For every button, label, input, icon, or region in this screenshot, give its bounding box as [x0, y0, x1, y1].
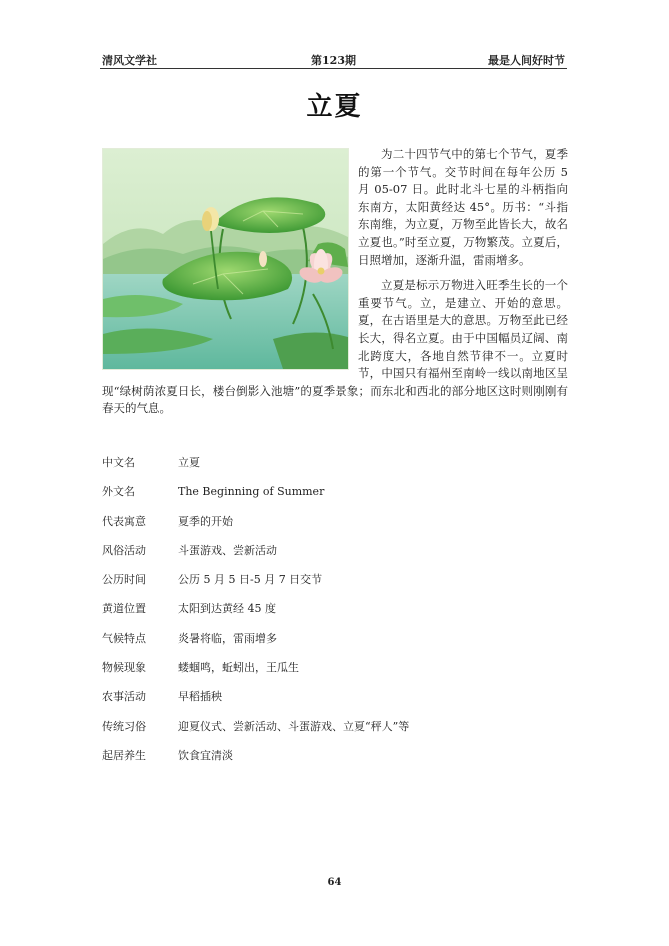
fact-table: [102, 452, 568, 774]
article-title: 立夏: [306, 92, 363, 122]
fact-row: [102, 511, 568, 540]
fact-value: 夏季的开始: [178, 514, 233, 528]
fact-label: 起居养生: [102, 748, 146, 762]
fact-label: 代表寓意: [102, 514, 146, 528]
fact-label: 物候现象: [102, 661, 146, 675]
fact-row: [102, 452, 568, 481]
article-paragraph-1: [102, 146, 568, 269]
fact-label: 公历时间: [102, 573, 146, 587]
fact-label: 传统习俗: [102, 719, 146, 733]
fact-label: 外文名: [102, 485, 135, 499]
fact-value: 炎暑将临，雷雨增多: [178, 631, 277, 645]
fact-value: 太阳到达黄经 45 度: [178, 602, 276, 616]
page-header: [100, 48, 567, 69]
fact-row: [102, 481, 568, 510]
fact-label: 中文名: [102, 456, 135, 469]
article-paragraph-2: 立夏是标示万物进入旺季生长的一个重要节气。立，是建立、开始的意思。夏，在古语里是大的意思。万物至此已经长大，得名立夏。由于中国幅员辽阔、南北跨度大，各地自然节律不一。立夏时节，中国只有福州至南岭一线以南地区呈现“绿树荫浓夏日长，楼台倒影入池塘”的夏季景象；而东北和西北的部分地区这时则刚刚有春天的气息。: [102, 278, 568, 416]
fact-label: 风俗活动: [102, 543, 146, 557]
fact-label: 农事活动: [102, 690, 146, 704]
fact-value: 迎夏仪式、尝新活动、斗蛋游戏、立夏“秤人”等: [178, 719, 410, 733]
fact-value: 斗蛋游戏、尝新活动: [178, 543, 277, 557]
lotus-pond-illustration: [102, 148, 349, 370]
fact-value: 立夏: [178, 456, 200, 469]
fact-label: 气候特点: [102, 631, 146, 645]
fact-row: [102, 657, 568, 686]
fact-row: [102, 598, 568, 627]
fact-label: 黄道位置: [102, 602, 146, 616]
magazine-name: 清风文学社: [102, 54, 157, 67]
column-name: 最是人间好时节: [488, 54, 565, 67]
article-paragraph-1-text: 为二十四节气中的第七个节气，夏季的第一个节气。交节时间在每年公历 5 月 05-07 日。此时北斗七星的斗柄指向东南方，太阳黄经达 45°。历书：“斗指东南维，为立夏，万物至此皆长大，故名立夏也。”时至立夏，万物繁茂。立夏后，日照增加，逐渐升温，雷雨增多。: [358, 147, 568, 267]
fact-row: [102, 540, 568, 569]
fact-value: 早稻插秧: [178, 690, 222, 704]
fact-value: 蝼蝈鸣，蚯蚓出，王瓜生: [178, 661, 299, 675]
fact-row: [102, 569, 568, 598]
issue-number: 第123期: [311, 54, 356, 67]
fact-row: [102, 686, 568, 715]
fact-value: The Beginning of Summer: [178, 485, 325, 499]
page-number: 64: [327, 877, 342, 888]
fact-value: 饮食宜清淡: [178, 748, 233, 762]
fact-row: [102, 628, 568, 657]
fact-row: [102, 745, 568, 774]
fact-row: [102, 716, 568, 745]
article-body: [102, 146, 568, 418]
fact-value: 公历 5 月 5 日-5 月 7 日交节: [178, 573, 323, 587]
